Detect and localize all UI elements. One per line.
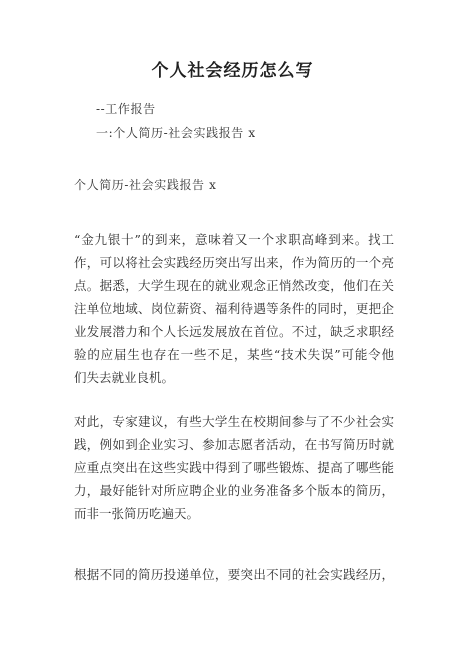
paragraph-line: 们失去就业良机。	[74, 370, 175, 385]
document-title: 个人社会经历怎么写	[151, 61, 314, 81]
paragraph-2	[74, 410, 394, 525]
paragraph-line: 应重点突出在这些实践中得到了哪些锻炼、提高了哪些能	[74, 460, 394, 475]
paragraph-line: 验的应届生也存在一些不足，某些“技术失误”可能令他	[74, 347, 394, 362]
paragraph-line: 根据不同的简历投递单位，要突出不同的社会实践经历，	[74, 567, 394, 582]
paragraph-line: 践，例如到企业实习、参加志愿者活动，在书写简历时就	[74, 437, 394, 452]
paragraph-3	[74, 563, 394, 586]
paragraph-line: 力，最好能针对所应聘企业的业务准备多个版本的简历，	[74, 483, 394, 498]
document-subtitle-report: --工作报告	[96, 102, 156, 116]
paragraph-line: 点。据悉，大学生现在的就业观念正悄然改变，他们在关	[74, 278, 394, 293]
paragraph-line: 业发展潜力和个人长远发展放在首位。不过，缺乏求职经	[74, 324, 394, 339]
paragraph-1	[74, 228, 394, 389]
section-heading: 个人简历-社会实践报告 x	[74, 178, 217, 192]
paragraph-line: 注单位地域、岗位薪资、福利待遇等条件的同时，更把企	[74, 301, 394, 316]
paragraph-line: 作，可以将社会实践经历突出写出来，作为简历的一个亮	[74, 255, 394, 270]
document-subtitle-resume: 一:个人简历-社会实践报告 x	[96, 126, 256, 140]
paragraph-line: “金九银十”的到来，意味着又一个求职高峰到来。找工	[74, 232, 394, 247]
paragraph-line: 对此，专家建议，有些大学生在校期间参与了不少社会实	[74, 414, 394, 429]
paragraph-line: 而非一张简历吃遍天。	[74, 506, 200, 521]
